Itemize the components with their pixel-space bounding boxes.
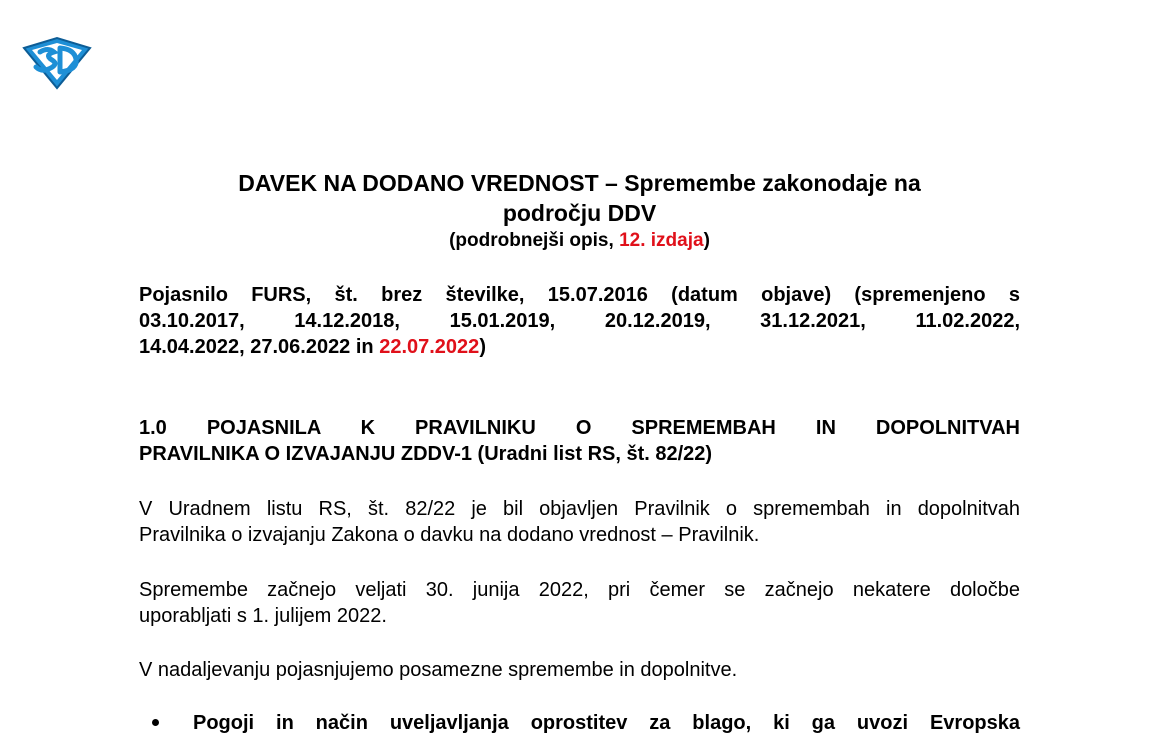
title-line-1: DAVEK NA DODANO VREDNOST – Spremembe zakonodaje na <box>238 170 921 196</box>
sd-logo-icon <box>20 36 94 90</box>
bullet-dot-icon <box>152 719 159 726</box>
paragraph-1 <box>139 496 1020 548</box>
subtitle-suffix: ) <box>703 230 710 251</box>
paragraph-1-line-2: Pravilnika o izvajanju Zakona o davku na dodano vrednost – Pravilnik. <box>139 524 760 546</box>
subtitle-prefix: (podrobnejši opis, <box>449 230 620 251</box>
title-line-2: področju DDV <box>502 200 657 226</box>
document-title <box>139 168 1020 228</box>
furs-note-line-3 <box>139 334 1020 360</box>
bullet-item <box>193 710 1020 736</box>
paragraph-3-line-1: V nadaljevanju pojasnjujemo posamezne spremembe in dopolnitve. <box>139 659 738 681</box>
furs-note-line-3-suffix: ) <box>479 336 486 358</box>
paragraph-3 <box>139 657 1020 683</box>
furs-note-line-2: 03.10.2017, 14.12.2018, 15.01.2019, 20.12.2019, 31.12.2021, 11.02.2022, <box>139 310 1020 332</box>
section-heading <box>139 415 1020 467</box>
edition-label: 12. izdaja <box>619 230 704 251</box>
section-heading-line-2: PRAVILNIKA O IZVAJANJU ZDDV-1 (Uradni list RS, št. 82/22) <box>139 443 713 465</box>
latest-update-date: 22.07.2022 <box>379 336 480 358</box>
paragraph-2-line-2: uporabljati s 1. julijem 2022. <box>139 605 387 627</box>
furs-note <box>139 282 1020 360</box>
section-heading-line-1: 1.0 POJASNILA K PRAVILNIKU O SPREMEMBAH IN DOPOLNITVAH <box>139 417 1020 439</box>
document-subtitle <box>139 228 1020 254</box>
paragraph-1-line-1: V Uradnem listu RS, št. 82/22 je bil objavljen Pravilnik o spremembah in dopolnitvah <box>139 498 1020 520</box>
furs-note-line-3-prefix: 14.04.2022, 27.06.2022 in <box>139 336 380 358</box>
paragraph-2 <box>139 577 1020 629</box>
furs-note-line-1: Pojasnilo FURS, št. brez številke, 15.07.2016 (datum objave) (spremenjeno s <box>139 284 1020 306</box>
bullet-item-line-1: Pogoji in način uveljavljanja oprostitev za blago, ki ga uvozi Evropska <box>193 712 1020 734</box>
paragraph-2-line-1: Spremembe začnejo veljati 30. junija 2022, pri čemer se začnejo nekatere določbe <box>139 579 1020 601</box>
